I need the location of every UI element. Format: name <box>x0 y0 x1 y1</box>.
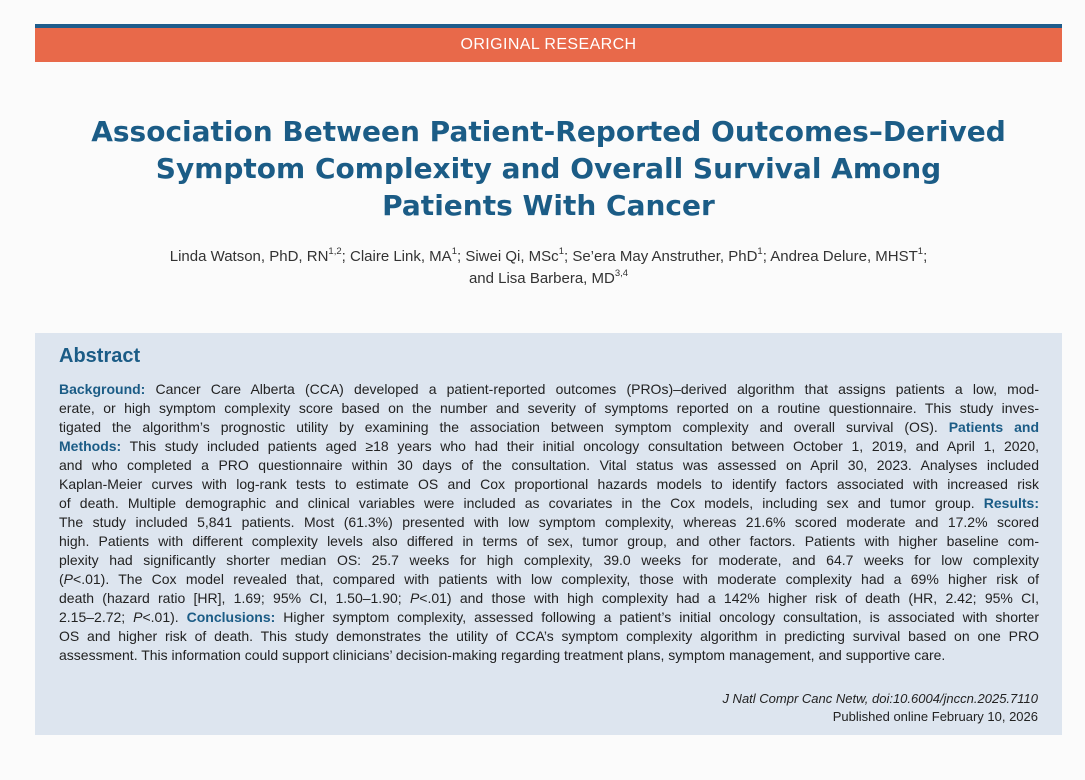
abstract-section-label: Methods: <box>59 438 122 454</box>
abstract-section <box>35 333 1062 735</box>
abstract-heading: Abstract <box>59 345 141 367</box>
abstract-line: Background: Cancer Care Alberta (CCA) developed a patient-reported outcomes (PROs)–derived algorithm that assigns patients a low, mod- <box>59 381 1039 397</box>
title-line: Association Between Patient-Reported Outcomes–Derived <box>91 115 1006 148</box>
p-value-symbol: P <box>409 590 420 606</box>
abstract-line: erate, or high symptom complexity score based on the number and severity of symptoms reported on a routine questionnaire. This study inves- <box>59 400 1039 416</box>
author: and Lisa Barbera, MD$^{3,4}$ <box>468 268 629 287</box>
journal-citation: J Natl Compr Canc Netw, doi:10.6004/jnccn.2025.7110 <box>722 691 1038 706</box>
publication-date: Published online February 10, 2026 <box>832 709 1038 724</box>
abstract-line: and who completed a PRO questionnaire within 30 days of the consultation. Vital status was assessed on April 30, 2023. Analyses included <box>59 457 1039 473</box>
abstract-line: Kaplan-Meier curves with log-rank tests to estimate OS and Cox proportional hazards models to identify factors associated with increased risk <box>59 476 1039 492</box>
author: Andrea Delure, MHST$^1$; <box>770 246 928 265</box>
title-line: Patients With Cancer <box>382 189 715 222</box>
abstract-line: high. Patients with different complexity levels also differed in terms of sex, tumor group, and other factors. Patients with higher baseline com- <box>59 533 1039 549</box>
affiliation-marker: 1 <box>558 246 564 257</box>
affiliation-marker: 1 <box>917 246 924 257</box>
affiliation-marker: 1,2 <box>328 246 342 257</box>
author: Se’era May Anstruther, PhD$^1$; <box>572 246 771 265</box>
affiliation-marker: 1 <box>757 246 763 257</box>
article-title <box>40 113 1057 224</box>
p-value-symbol: P <box>133 609 143 625</box>
citation <box>722 690 1038 726</box>
abstract-line: OS and higher risk of death. This study demonstrates the utility of CCA’s symptom complexity algorithm in predicting survival based on one PRO <box>59 628 1039 644</box>
abstract-line: plexity had significantly shorter median OS: 25.7 weeks for high complexity, 39.0 weeks for moderate, and 64.7 weeks for low complexity <box>59 552 1039 568</box>
title-line: Symptom Complexity and Overall Survival Among <box>155 152 942 185</box>
affiliation-marker: 3,4 <box>614 268 629 279</box>
abstract-line: 2.15–2.72; P<.01). Conclusions: Higher symptom complexity, assessed following a patient’s initial oncology consultation, is associated with shorter <box>59 609 1039 625</box>
abstract-line: Methods: This study included patients aged ≥18 years who had their initial oncology consultation between October 1, 2019, and April 1, 2020, <box>59 438 1039 454</box>
abstract-section-label: Conclusions: <box>186 609 276 625</box>
abstract-body <box>59 380 1039 665</box>
author: Claire Link, $MA^1$; <box>349 246 466 265</box>
banner-label: ORIGINAL RESEARCH <box>460 36 637 53</box>
abstract-section-label: Results: <box>983 495 1039 511</box>
abstract-line: of death. Multiple demographic and clinical variables were included as covariates in the Cox models, including sex and tumor group. Results: <box>59 495 1039 511</box>
abstract-line: (P<.01). The Cox model revealed that, compared with patients with low complexity, those with moderate complexity had a 69% higher risk of <box>59 571 1039 587</box>
author: Siwei Qi, MSc$^1$; <box>465 246 573 265</box>
section-banner <box>35 28 1062 62</box>
abstract-line: assessment. This information could support clinicians’ decision-making regarding treatment plans, symptom management, and supportive care. <box>59 647 946 663</box>
author: Linda Watson, PhD, RN$^{1,2}$; <box>169 246 350 265</box>
author-list <box>40 246 1057 290</box>
abstract-section-label: Patients and <box>948 419 1039 435</box>
p-value-symbol: P <box>63 571 74 587</box>
affiliation-marker: 1 <box>451 246 457 257</box>
abstract-line: death (hazard ratio [HR], 1.69; 95% CI, 1.50–1.90; P<.01) and those with high complexity had a 142% higher risk of death (HR, 2.42; 95% CI, <box>59 590 1040 606</box>
abstract-section-label: Background: <box>59 381 146 397</box>
abstract-line: The study included 5,841 patients. Most (61.3%) presented with low symptom complexity, whereas 21.6% scored moderate and 17.2% scored <box>59 514 1039 530</box>
abstract-line: tigated the algorithm’s prognostic utility by examining the association between symptom complexity and overall survival (OS). Patients and <box>59 419 1039 435</box>
